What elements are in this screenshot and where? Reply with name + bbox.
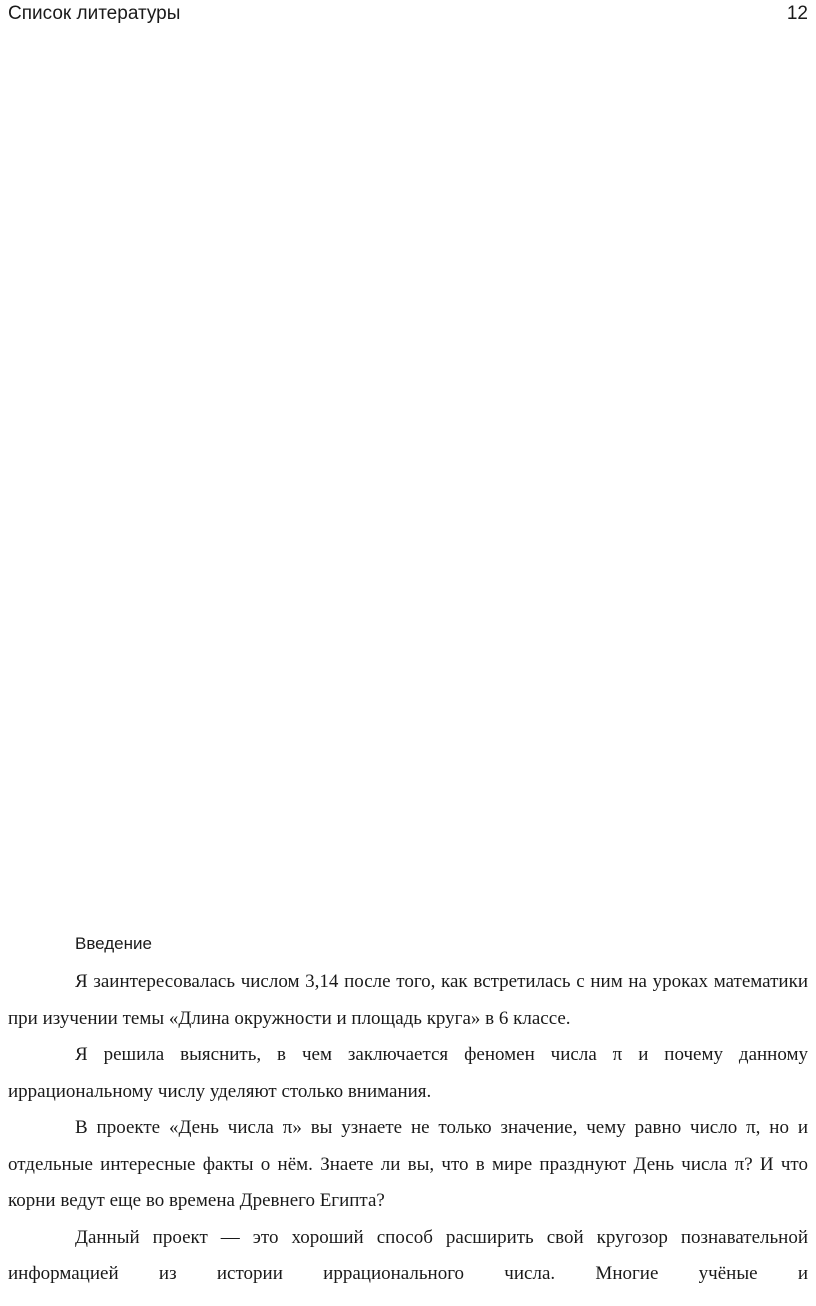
paragraph-interest: Я заинтересовалась числом 3,14 после того, как встретилась с ним на уроках математики при изучении темы «Длина окружности и площадь круга» в 6 классе. [8,971,808,1029]
paragraph-goal: Я решила выяснить, в чем заключается феномен числа π и почему данному иррациональному числу уделяют столько внимания. [8,1044,808,1102]
section-heading: Введение [75,934,152,953]
paragraph-project-value: Данный проект — это хороший способ расширить свой кругозор познавательной информацией из истории иррационального числа. Многие учёные и [8,1226,808,1284]
toc-entry-title: Список литературы [8,3,181,24]
toc-entry-page-number: 12 [786,3,808,24]
toc-entry-bibliography [8,1,808,27]
introduction-body [8,964,808,1293]
paragraph-project-description: В проекте «День числа π» вы узнаете не только значение, чему равно число π, но и отдельные интересные факты о нём. Знаете ли вы, что в мире празднуют День числа π? И что корни ведут еще во времена Древнего Египта? [8,1117,808,1211]
